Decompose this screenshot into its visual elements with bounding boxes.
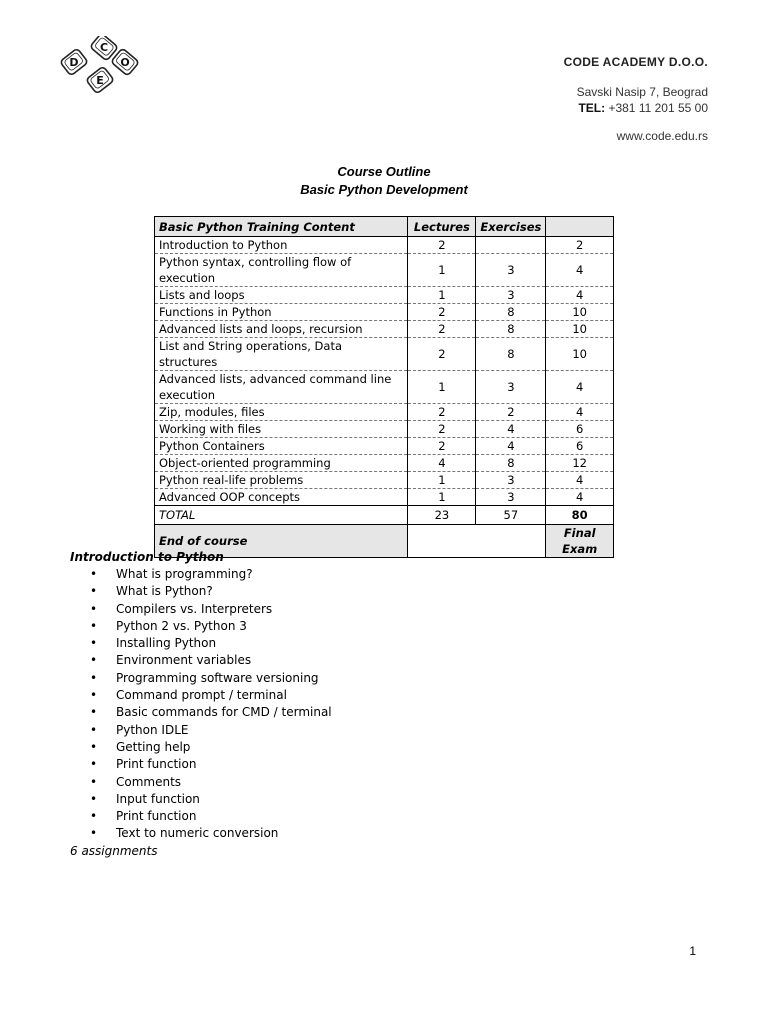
- header-total: [546, 217, 614, 237]
- list-item-text: Programming software versioning: [116, 670, 319, 685]
- bullet-icon: •: [90, 739, 98, 754]
- bullet-icon: •: [90, 567, 98, 581]
- bullet-icon: •: [90, 601, 98, 616]
- row-lectures: 2: [408, 421, 476, 438]
- row-total: 2: [546, 237, 614, 254]
- intro-section: [70, 549, 332, 860]
- table-row: [155, 321, 614, 338]
- total-label: TOTAL: [155, 506, 408, 525]
- row-exercises: 8: [476, 321, 546, 338]
- company-address: Savski Nasip 7, Beograd: [576, 85, 708, 99]
- row-total: 4: [546, 371, 614, 404]
- row-topic: Lists and loops: [155, 287, 408, 304]
- bullet-icon: •: [90, 584, 98, 599]
- row-lectures: 1: [408, 254, 476, 287]
- list-item-text: Python IDLE: [116, 722, 189, 737]
- company-logo: [50, 36, 160, 104]
- list-item: [70, 704, 332, 721]
- row-lectures: 2: [408, 338, 476, 371]
- row-total: 10: [546, 321, 614, 338]
- row-exercises: 8: [476, 455, 546, 472]
- list-item: [70, 670, 332, 687]
- list-item: [70, 722, 332, 739]
- row-topic: Advanced lists, advanced command line execution: [155, 371, 408, 404]
- logo-letter-d: D: [69, 56, 79, 69]
- row-topic: List and String operations, Data structures: [155, 338, 408, 371]
- row-exercises: 2: [476, 404, 546, 421]
- list-item-text: Comments: [116, 774, 182, 789]
- row-exercises: 4: [476, 421, 546, 438]
- row-total: 4: [546, 404, 614, 421]
- total-sum: 80: [546, 506, 614, 525]
- doc-title: Course Outline: [337, 164, 431, 179]
- row-lectures: 2: [408, 321, 476, 338]
- list-item-text: Basic commands for CMD / terminal: [116, 705, 332, 720]
- list-item-text: Python 2 vs. Python 3: [116, 618, 247, 633]
- topic-list: [70, 566, 332, 843]
- row-lectures: 4: [408, 455, 476, 472]
- list-item: [70, 774, 332, 791]
- bullet-icon: •: [90, 791, 98, 806]
- row-total: 6: [546, 438, 614, 455]
- row-topic: Python Containers: [155, 438, 408, 455]
- tel-value: +381 11 201 55 00: [608, 101, 708, 115]
- doc-subtitle: Basic Python Development: [300, 182, 468, 197]
- header-content: Basic Python Training Content: [155, 217, 408, 237]
- row-lectures: 2: [408, 438, 476, 455]
- row-total: 12: [546, 455, 614, 472]
- table-body: [155, 237, 614, 506]
- bullet-icon: •: [90, 722, 98, 737]
- row-exercises: 3: [476, 489, 546, 506]
- bullet-icon: •: [90, 705, 98, 720]
- page-number: 1: [689, 944, 696, 958]
- total-exercises: 57: [476, 506, 546, 525]
- row-lectures: 2: [408, 404, 476, 421]
- final-exam-label: Final Exam: [546, 525, 614, 558]
- row-total: 6: [546, 421, 614, 438]
- bullet-icon: •: [90, 636, 98, 651]
- list-item: [70, 566, 332, 583]
- section-heading: Introduction to Python: [70, 550, 224, 564]
- row-topic: Zip, modules, files: [155, 404, 408, 421]
- row-total: 4: [546, 254, 614, 287]
- bullet-icon: •: [90, 809, 98, 824]
- list-item-text: Installing Python: [116, 636, 217, 651]
- tel-label: TEL:: [578, 101, 606, 115]
- list-item-text: Text to numeric conversion: [116, 826, 279, 841]
- row-topic: Object-oriented programming: [155, 455, 408, 472]
- bullet-icon: •: [90, 774, 98, 789]
- table-row: [155, 421, 614, 438]
- list-item-text: Print function: [116, 809, 197, 824]
- row-topic: Python syntax, controlling flow of execution: [155, 254, 408, 287]
- row-lectures: 2: [408, 304, 476, 321]
- list-item-text: What is programming?: [116, 567, 253, 581]
- list-item: [70, 808, 332, 825]
- table-row: [155, 455, 614, 472]
- bullet-icon: •: [90, 757, 98, 772]
- table-row: [155, 287, 614, 304]
- row-exercises: 4: [476, 438, 546, 455]
- logo-letter-c: C: [99, 41, 109, 54]
- bullet-icon: •: [90, 653, 98, 668]
- course-outline-table: [154, 216, 614, 558]
- table-total-row: [155, 506, 614, 525]
- table-row: [155, 304, 614, 321]
- row-exercises: 3: [476, 371, 546, 404]
- row-topic: Advanced lists and loops, recursion: [155, 321, 408, 338]
- list-item: [70, 756, 332, 773]
- company-name: CODE ACADEMY D.O.O.: [563, 55, 708, 69]
- logo-letter-e: E: [96, 74, 104, 87]
- list-item-text: What is Python?: [116, 584, 213, 599]
- logo-letter-o: O: [120, 56, 130, 69]
- row-total: 4: [546, 472, 614, 489]
- row-total: 4: [546, 489, 614, 506]
- row-lectures: 1: [408, 371, 476, 404]
- row-exercises: 8: [476, 304, 546, 321]
- row-exercises: [476, 237, 546, 254]
- end-empty-cell: [408, 525, 546, 558]
- list-item: [70, 583, 332, 600]
- company-website: www.code.edu.rs: [616, 129, 708, 143]
- header-lectures: Lectures: [408, 217, 476, 237]
- table-row: [155, 254, 614, 287]
- list-item-text: Environment variables: [116, 653, 252, 668]
- list-item: [70, 635, 332, 652]
- list-item: [70, 825, 332, 842]
- list-item-text: Compilers vs. Interpreters: [116, 601, 273, 616]
- assignments-note: 6 assignments: [70, 843, 158, 858]
- list-item: [70, 687, 332, 704]
- row-lectures: 1: [408, 472, 476, 489]
- row-lectures: 1: [408, 287, 476, 304]
- company-phone: [564, 100, 708, 116]
- list-item: [70, 791, 332, 808]
- bullet-icon: •: [90, 826, 98, 841]
- list-item: [70, 601, 332, 618]
- company-info: [564, 54, 708, 144]
- row-total: 10: [546, 338, 614, 371]
- table-row: [155, 472, 614, 489]
- total-lectures: 23: [408, 506, 476, 525]
- table-header-row: [155, 217, 614, 237]
- list-item: [70, 739, 332, 756]
- list-item-text: Input function: [116, 791, 200, 806]
- row-topic: Advanced OOP concepts: [155, 489, 408, 506]
- row-topic: Working with files: [155, 421, 408, 438]
- row-exercises: 3: [476, 254, 546, 287]
- list-item-text: Getting help: [116, 739, 191, 754]
- list-item-text: Print function: [116, 757, 197, 772]
- bullet-icon: •: [90, 618, 98, 633]
- table-row: [155, 489, 614, 506]
- bullet-icon: •: [90, 670, 98, 685]
- row-lectures: 1: [408, 489, 476, 506]
- table-row: [155, 371, 614, 404]
- row-total: 10: [546, 304, 614, 321]
- list-item: [70, 652, 332, 669]
- row-lectures: 2: [408, 237, 476, 254]
- table-row: [155, 404, 614, 421]
- row-total: 4: [546, 287, 614, 304]
- table-row: [155, 338, 614, 371]
- row-topic: Functions in Python: [155, 304, 408, 321]
- row-topic: Python real-life problems: [155, 472, 408, 489]
- bullet-icon: •: [90, 688, 98, 703]
- row-exercises: 3: [476, 287, 546, 304]
- table-row: [155, 237, 614, 254]
- list-item: [70, 618, 332, 635]
- row-topic: Introduction to Python: [155, 237, 408, 254]
- end-of-course-label: End of course: [155, 525, 408, 558]
- list-item-text: Command prompt / terminal: [116, 688, 287, 703]
- row-exercises: 8: [476, 338, 546, 371]
- row-exercises: 3: [476, 472, 546, 489]
- table-row: [155, 438, 614, 455]
- header-exercises: Exercises: [476, 217, 546, 237]
